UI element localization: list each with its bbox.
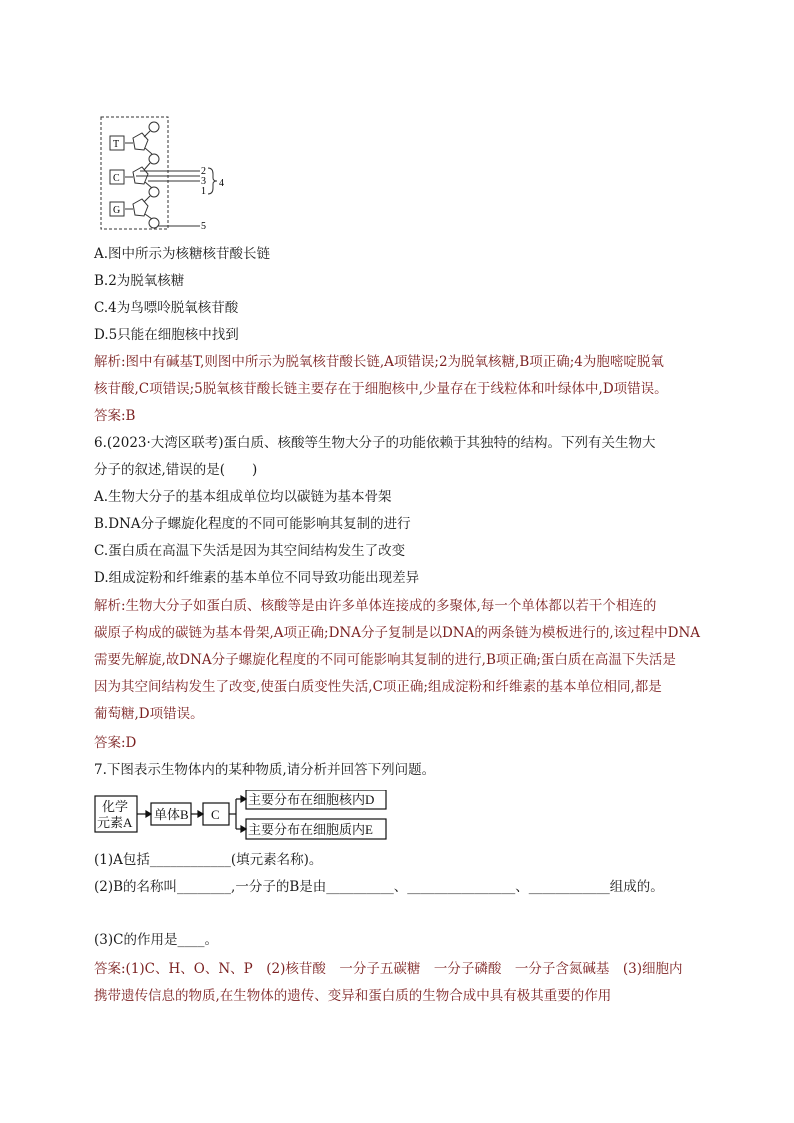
q6-option-c: C.蛋白质在高温下失活是因为其空间结构发生了改变 bbox=[94, 543, 406, 559]
q5-option-a: A.图中所示为核糖核苷酸长链 bbox=[94, 246, 271, 262]
q5-analysis-line: 核苷酸,C项错误;5脱氧核苷酸长链主要存在于细胞核中,少量存在于线粒体和叶绿体中,D项错误。 bbox=[94, 381, 668, 397]
box-c-label: C bbox=[211, 807, 220, 822]
q6-option-a: A.生物大分子的基本组成单位均以碳链为基本骨架 bbox=[94, 489, 392, 505]
q7-answer-line: 携带遗传信息的物质,在生物体的遗传、变异和蛋白质的生物合成中具有极其重要的作用 bbox=[94, 988, 612, 1004]
substance-flow-diagram bbox=[94, 790, 394, 846]
q5-answer: 答案:B bbox=[94, 408, 136, 424]
label-2: 2 bbox=[201, 166, 206, 177]
base-label-t: T bbox=[113, 139, 120, 150]
q6-stem-line: 6.(2023·大湾区联考)蛋白质、核酸等生物大分子的功能依赖于其独特的结构。下列有关生物大 bbox=[94, 435, 656, 451]
label-1: 1 bbox=[201, 186, 206, 197]
sugar-pentagon bbox=[133, 199, 148, 216]
q6-stem-line: 分子的叙述,错误的是( ) bbox=[94, 462, 258, 478]
nucleotide-chain-figure bbox=[96, 112, 236, 237]
base-label-c: C bbox=[113, 173, 120, 184]
q5-option-c: C.4为鸟嘌呤脱氧核苷酸 bbox=[94, 300, 239, 316]
q7-sub2: (2)B的名称叫________,一分子的B是由__________、________________、____________组成的。 bbox=[94, 879, 664, 895]
q7-sub3: (3)C的作用是____。 bbox=[94, 932, 218, 948]
box-b-label: 单体B bbox=[154, 807, 189, 822]
brace bbox=[208, 168, 217, 194]
q6-analysis-line: 解析:生物大分子如蛋白质、核酸等是由许多单体连接成的多聚体,每一个单体都以若干个相连的 bbox=[94, 598, 657, 614]
q6-option-b: B.DNA分子螺旋化程度的不同可能影响其复制的进行 bbox=[94, 516, 411, 532]
phosphate-circle bbox=[149, 122, 159, 132]
label-3: 3 bbox=[201, 176, 206, 187]
box-a-label-line2: 元素A bbox=[97, 815, 133, 830]
box-a-label-line1: 化学 bbox=[102, 799, 129, 814]
q6-analysis-line: 因为其空间结构发生了改变,使蛋白质变性失活,C项正确;组成淀粉和纤维素的基本单位相同,都是 bbox=[94, 679, 662, 695]
base-label-g: G bbox=[113, 205, 121, 216]
box-d-label: 主要分布在细胞核内D bbox=[248, 792, 375, 807]
q5-option-d: D.5只能在细胞核中找到 bbox=[94, 327, 239, 343]
phosphate-circle bbox=[149, 187, 159, 197]
q5-analysis-line: 解析:图中有碱基T,则图中所示为脱氧核苷酸长链,A项错误;2为脱氧核糖,B项正确;4为胞嘧啶脱氧 bbox=[94, 354, 664, 370]
label-4: 4 bbox=[219, 178, 224, 189]
q6-analysis-line: 需要先解旋,故DNA分子螺旋化程度的不同可能影响其复制的进行,B项正确;蛋白质在高温下失活是 bbox=[94, 652, 676, 668]
q7-sub1: (1)A包括____________(填元素名称)。 bbox=[94, 852, 323, 868]
q7-stem: 7.下图表示生物体内的某种物质,请分析并回答下列问题。 bbox=[94, 762, 436, 778]
q5-option-b: B.2为脱氧核糖 bbox=[94, 273, 185, 289]
label-5: 5 bbox=[201, 221, 206, 232]
box-e-label: 主要分布在细胞质内E bbox=[248, 822, 373, 837]
q6-answer: 答案:D bbox=[94, 735, 137, 751]
q6-analysis-line: 碳原子构成的碳链为基本骨架,A项正确;DNA分子复制是以DNA的两条链为模板进行的,该过程中DNA bbox=[94, 625, 701, 641]
q7-answer-line: 答案:(1)C、H、O、N、P (2)核苷酸 一分子五碳糖 一分子磷酸 一分子含氮碱基 (3)细胞内 bbox=[94, 961, 683, 977]
phosphate-circle bbox=[149, 218, 159, 228]
q6-analysis-line: 葡萄糖,D项错误。 bbox=[94, 706, 204, 722]
q6-option-d: D.组成淀粉和纤维素的基本单位不同导致功能出现差异 bbox=[94, 570, 420, 586]
phosphate-circle bbox=[149, 154, 159, 164]
